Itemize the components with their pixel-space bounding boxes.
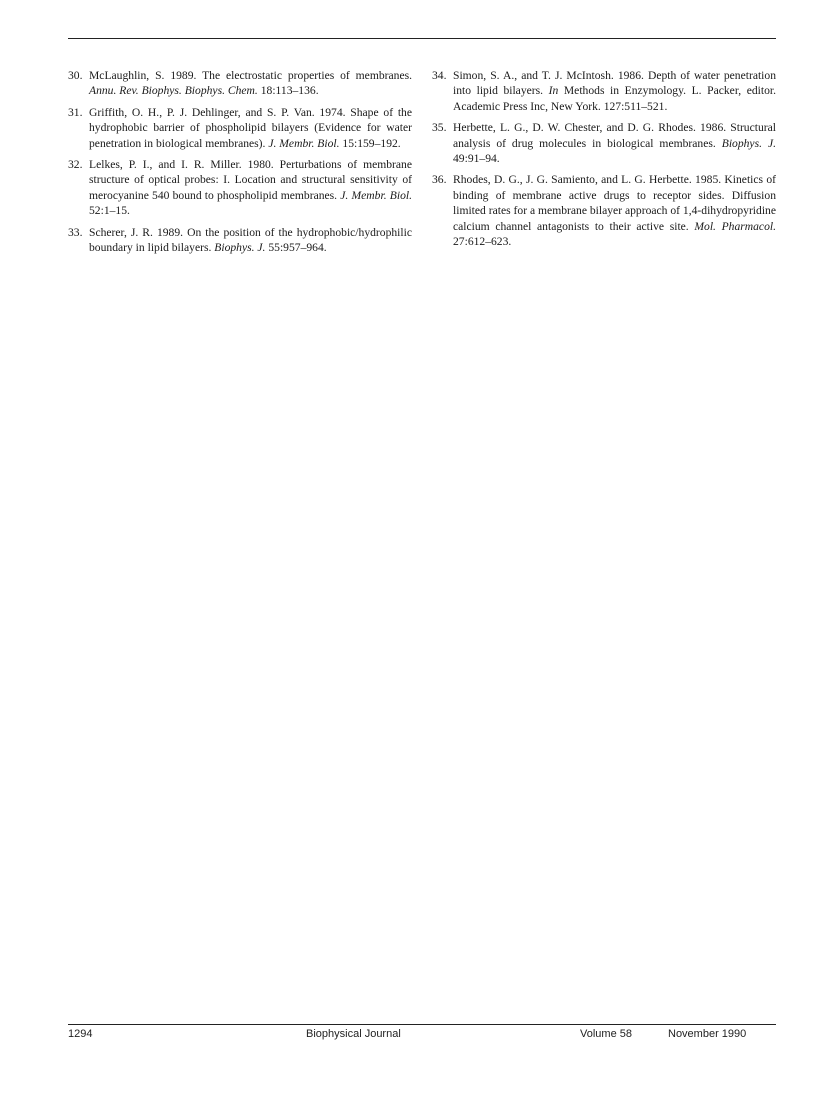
reference-text: Methods in Enzymology. L. Packer, editor. Academic Press Inc, New York. 127:511–521.: [453, 84, 776, 113]
reference-text: 27:612–623.: [453, 235, 512, 249]
journal-name: Biophysical Journal: [306, 1028, 401, 1040]
page-number: 1294: [68, 1028, 93, 1040]
reference-italic-text: Annu. Rev. Biophys. Biophys. Chem.: [89, 84, 258, 98]
reference-number: 31.: [68, 105, 83, 119]
reference-entry: [432, 68, 776, 114]
references-left-column: [68, 68, 412, 261]
header-rule: [68, 38, 776, 39]
reference-number: 35.: [432, 121, 447, 135]
reference-text: 15:159–192.: [339, 136, 401, 150]
reference-number: 36.: [432, 173, 447, 187]
references-right-column: [432, 68, 776, 255]
reference-text: Herbette, L. G., D. W. Chester, and D. G. Rhodes. 1986. Structural analysis of drug molecules in biological membranes.: [453, 121, 776, 150]
reference-number: 32.: [68, 158, 83, 172]
reference-text: McLaughlin, S. 1989. The electrostatic properties of membranes.: [89, 69, 412, 82]
reference-text: 49:91–94.: [453, 152, 500, 166]
reference-italic-text: Mol. Pharmacol.: [694, 219, 776, 233]
reference-text: 55:957–964.: [265, 241, 327, 255]
reference-italic-text: In: [548, 84, 559, 98]
volume-label: Volume 58: [580, 1028, 632, 1040]
reference-text: 52:1–15.: [89, 204, 130, 218]
reference-text: Simon, S. A., and T. J. McIntosh. 1986. Depth of water penetration into lipid bilayers.: [453, 69, 776, 98]
reference-entry: [68, 225, 412, 256]
reference-text: Griffith, O. H., P. J. Dehlinger, and S. P. Van. 1974. Shape of the hydrophobic barrier of phospholipid bilayers (Evidence for water penetration in biological membranes).: [89, 105, 412, 150]
reference-italic-text: J. Membr. Biol.: [340, 188, 412, 202]
reference-entry: [432, 172, 776, 249]
footer-rule: [68, 1024, 776, 1025]
reference-number: 30.: [68, 69, 83, 82]
reference-text: Rhodes, D. G., J. G. Samiento, and L. G. Herbette. 1985. Kinetics of binding of membrane active drugs to receptor sides. Diffusion limited rates for a membrane bilayer approach of 1,4-dihydropyridine calcium channel antagonists to their active site.: [453, 173, 776, 233]
reference-entry: [432, 120, 776, 166]
reference-number: 34.: [432, 69, 447, 82]
reference-italic-text: Biophys. J.: [214, 241, 266, 255]
reference-text: 18:113–136.: [257, 84, 319, 98]
reference-text: Lelkes, P. I., and I. R. Miller. 1980. Perturbations of membrane structure of optical probes: I. Location and structural sensitivity of merocyanine 540 bound to phospholipid membranes.: [89, 158, 412, 202]
reference-italic-text: J. Membr. Biol.: [268, 136, 340, 150]
reference-text: Scherer, J. R. 1989. On the position of the hydrophobic/hydrophilic boundary in lipid bilayers.: [89, 225, 412, 255]
issue-date: November 1990: [668, 1028, 747, 1040]
reference-entry: [68, 157, 412, 219]
reference-entry: [68, 68, 412, 99]
reference-number: 33.: [68, 225, 83, 239]
reference-italic-text: Biophys. J.: [721, 136, 776, 150]
reference-entry: [68, 105, 412, 151]
